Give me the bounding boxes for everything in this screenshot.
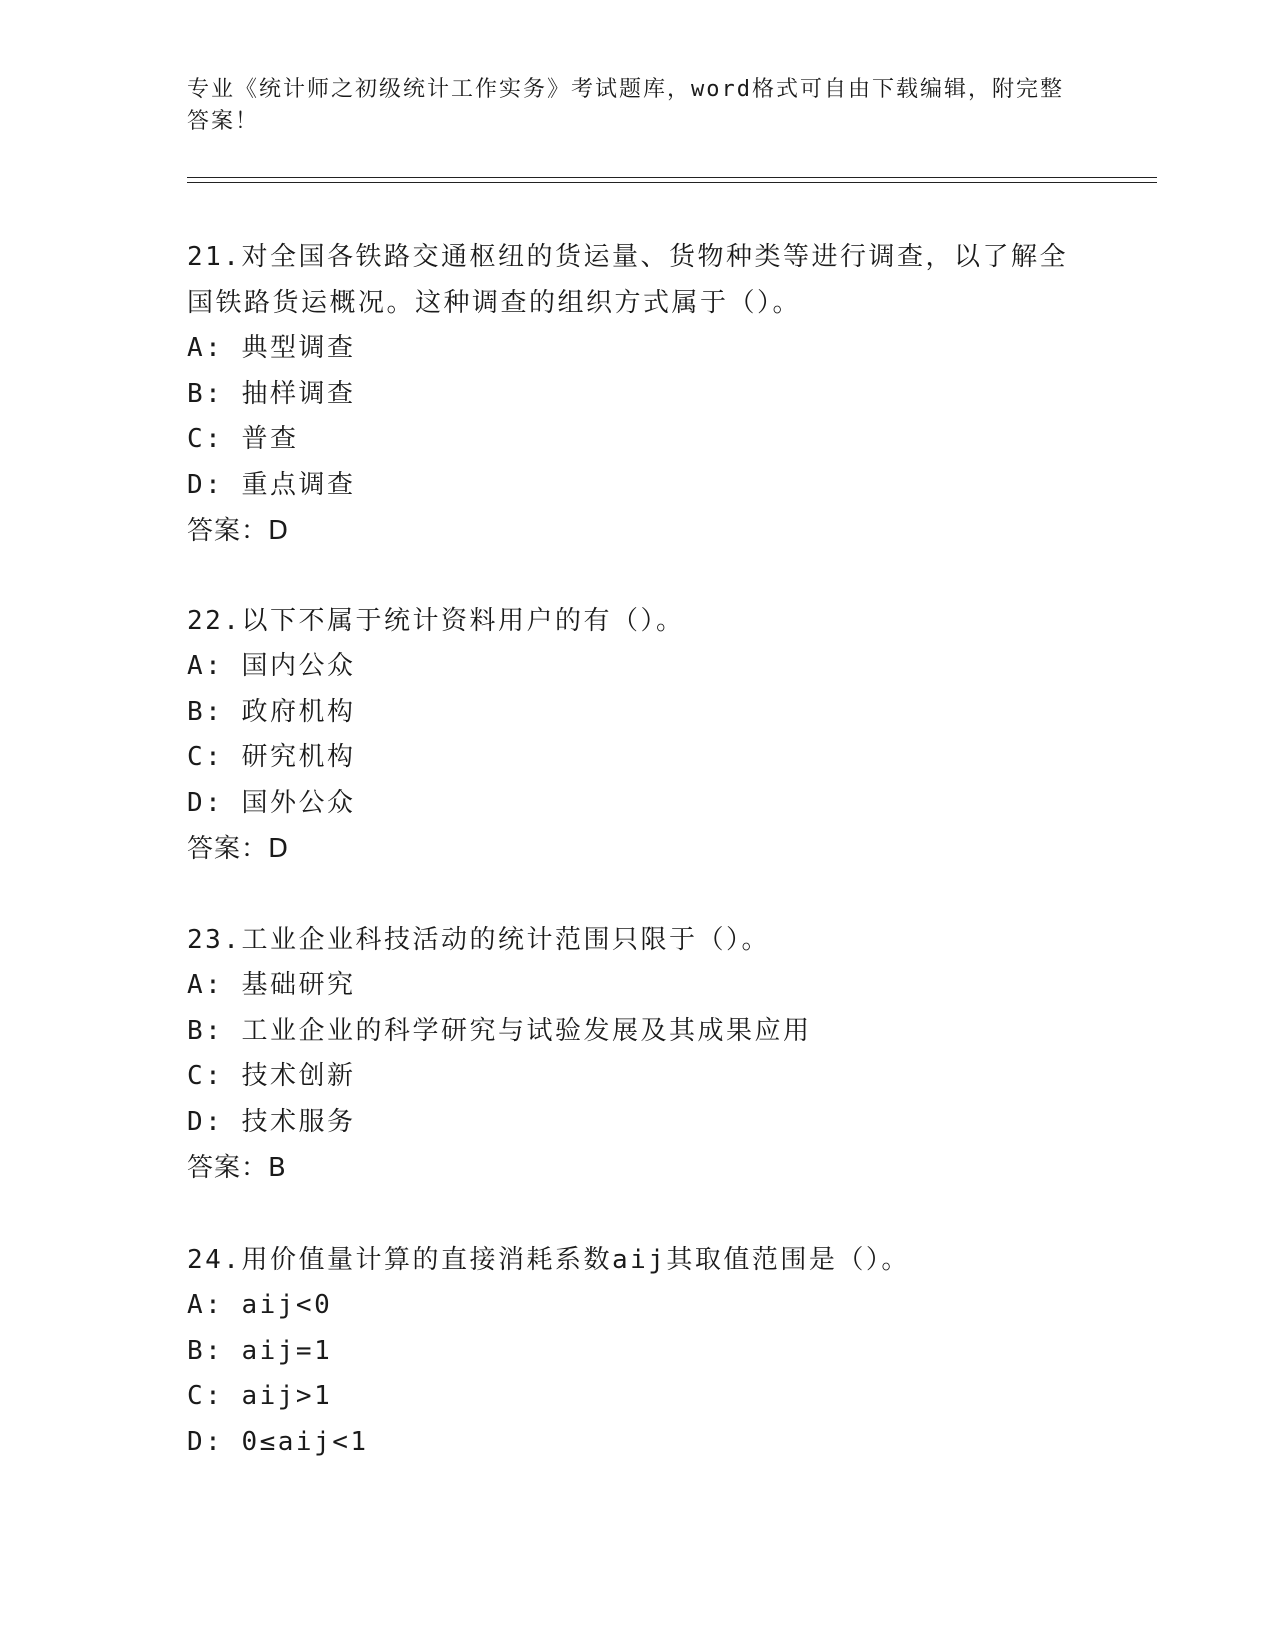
option-d: D: 国外公众 bbox=[187, 787, 356, 818]
option-d: D: 技术服务 bbox=[187, 1106, 356, 1137]
question-stem: 24.用价值量计算的直接消耗系数aij其取值范围是（）。 bbox=[187, 1245, 910, 1275]
question-stem: 22.以下不属于统计资料用户的有（）。 bbox=[187, 606, 685, 636]
question-21 bbox=[187, 234, 1087, 554]
question-23 bbox=[187, 917, 1087, 1191]
option-a: A: 基础研究 bbox=[187, 970, 356, 1000]
answer: 答案：B bbox=[187, 1153, 287, 1183]
option-a: A: 典型调查 bbox=[187, 333, 356, 363]
option-d: D: 重点调查 bbox=[187, 469, 356, 500]
option-a: A: aij<0 bbox=[187, 1290, 333, 1320]
option-b: B: 抽样调查 bbox=[187, 378, 356, 409]
answer: 答案：D bbox=[187, 834, 290, 864]
question-stem: 23.工业企业科技活动的统计范围只限于（）。 bbox=[187, 925, 770, 955]
option-c: C: 技术创新 bbox=[187, 1061, 356, 1091]
option-b: B: aij=1 bbox=[187, 1335, 333, 1366]
option-a: A: 国内公众 bbox=[187, 651, 356, 681]
header-rule-bottom bbox=[187, 182, 1157, 183]
question-22 bbox=[187, 598, 1087, 872]
option-c: C: aij>1 bbox=[187, 1381, 333, 1411]
option-b: B: 政府机构 bbox=[187, 696, 356, 727]
header-note: 专业《统计师之初级统计工作实务》考试题库，word格式可自由下载编辑，附完整答案！ bbox=[187, 77, 1064, 134]
answer: 答案：D bbox=[187, 516, 290, 546]
option-b: B: 工业企业的科学研究与试验发展及其成果应用 bbox=[187, 1015, 812, 1046]
option-c: C: 研究机构 bbox=[187, 742, 356, 772]
question-24 bbox=[187, 1237, 1087, 1465]
option-d: D: 0≤aij<1 bbox=[187, 1426, 369, 1457]
header-rule-top bbox=[187, 177, 1157, 178]
question-stem: 21.对全国各铁路交通枢纽的货运量、货物种类等进行调查，以了解全国铁路货运概况。这种调查的组织方式属于（）。 bbox=[187, 242, 1068, 318]
option-c: C: 普查 bbox=[187, 424, 299, 454]
